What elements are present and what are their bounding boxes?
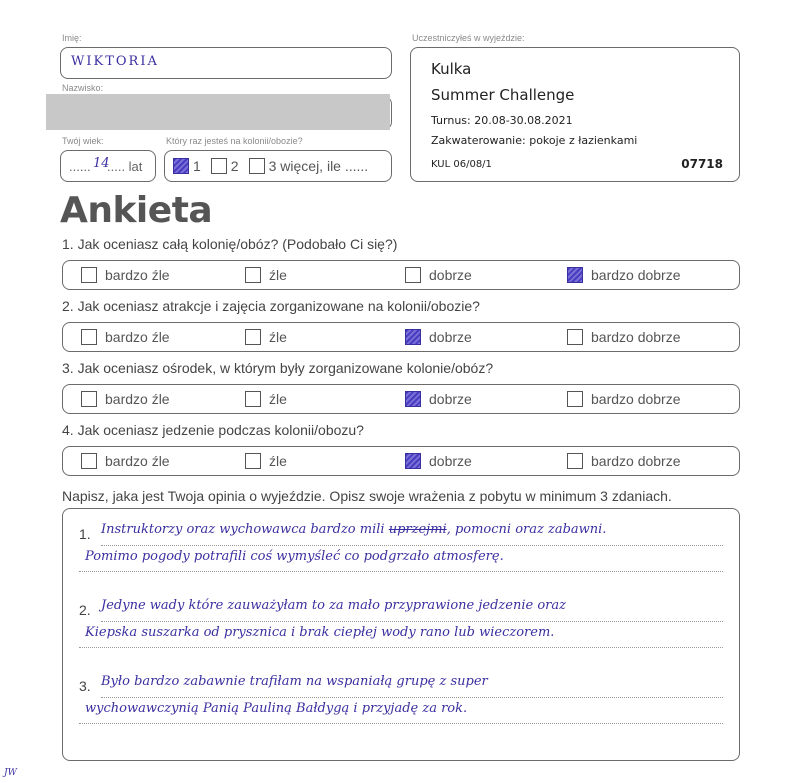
option-label: bardzo źle <box>105 329 170 345</box>
nazwisko-label: Nazwisko: <box>62 83 104 93</box>
checkbox-icon[interactable] <box>567 329 583 345</box>
option-label: bardzo źle <box>105 391 170 407</box>
raz-3-label: 3 więcej, ile ...... <box>268 158 369 174</box>
question-3-option-4[interactable] <box>567 391 681 407</box>
opinion-number-1: 1. <box>79 526 91 542</box>
question-4-option-4[interactable] <box>567 453 681 469</box>
question-4-option-3[interactable] <box>405 453 472 469</box>
checkbox-icon[interactable] <box>567 391 583 407</box>
option-label: bardzo dobrze <box>591 453 681 469</box>
option-label: dobrze <box>429 267 472 283</box>
opinion-number-2: 2. <box>79 602 91 618</box>
raz-3-checkbox[interactable] <box>249 158 265 174</box>
option-label: bardzo źle <box>105 453 170 469</box>
question-4-option-1[interactable] <box>81 453 170 469</box>
checkbox-icon[interactable] <box>245 453 261 469</box>
wiek-prefix: ...... <box>69 159 91 174</box>
checkbox-icon[interactable] <box>405 453 421 469</box>
option-label: źle <box>269 267 287 283</box>
opinion-line-1b: , pomocni oraz zabawni. <box>446 522 607 537</box>
opinion-number-3: 3. <box>79 678 91 694</box>
checkbox-icon[interactable] <box>81 453 97 469</box>
trip-turnus: Turnus: 20.08-30.08.2021 <box>431 114 573 127</box>
question-3-text: 3. Jak oceniasz ośrodek, w którym były zorganizowane kolonie/obóz? <box>62 360 494 376</box>
checkbox-icon[interactable] <box>405 267 421 283</box>
opinion-line-1a: Instruktorzy oraz wychowawca bardzo mili <box>101 522 385 537</box>
question-2-option-4[interactable] <box>567 329 681 345</box>
checkbox-icon[interactable] <box>245 267 261 283</box>
checkbox-icon[interactable] <box>567 453 583 469</box>
wiek-suffix: ..... lat <box>107 159 143 174</box>
redaction-bar <box>46 94 390 130</box>
uczestniczyles-label: Uczestniczyłeś w wyjeździe: <box>412 33 525 43</box>
question-3-answers <box>62 384 740 414</box>
corner-initials: JW <box>4 768 17 778</box>
trip-info-box <box>410 47 740 182</box>
checkbox-icon[interactable] <box>81 391 97 407</box>
option-label: źle <box>269 453 287 469</box>
opinion-box[interactable] <box>62 508 740 761</box>
checkbox-icon[interactable] <box>81 267 97 283</box>
question-1-text: 1. Jak oceniasz całą kolonię/obóz? (Podobało Ci się?) <box>62 236 398 252</box>
checkbox-icon[interactable] <box>245 391 261 407</box>
question-3-option-2[interactable] <box>245 391 287 407</box>
option-label: dobrze <box>429 329 472 345</box>
question-4-option-2[interactable] <box>245 453 287 469</box>
raz-1-label: 1 <box>193 158 201 174</box>
ktory-raz-label: Który raz jesteś na kolonii/obozie? <box>166 136 303 146</box>
page-title: Ankieta <box>60 190 213 231</box>
raz-1-checkbox[interactable] <box>173 158 189 174</box>
opinion-line-1-strike: uprzejmi <box>388 522 447 537</box>
trip-zakwaterowanie: Zakwaterowanie: pokoje z łazienkami <box>431 134 638 147</box>
wiek-field[interactable] <box>60 150 156 182</box>
question-4-text: 4. Jak oceniasz jedzenie podczas kolonii/obozu? <box>62 422 364 438</box>
question-3-option-1[interactable] <box>81 391 170 407</box>
imie-label: Imię: <box>62 33 82 43</box>
option-label: źle <box>269 329 287 345</box>
question-2-option-3[interactable] <box>405 329 472 345</box>
question-1-option-1[interactable] <box>81 267 170 283</box>
checkbox-icon[interactable] <box>245 329 261 345</box>
question-2-answers <box>62 322 740 352</box>
opinion-line-3: Jedyne wady które zauważyłam to za mało przyprawione jedzenie oraz <box>101 598 566 613</box>
raz-2-checkbox[interactable] <box>211 158 227 174</box>
checkbox-icon[interactable] <box>81 329 97 345</box>
option-label: bardzo dobrze <box>591 267 681 283</box>
option-label: bardzo dobrze <box>591 391 681 407</box>
trip-code: KUL 06/08/1 <box>431 159 492 170</box>
wiek-label: Twój wiek: <box>62 136 104 146</box>
opinion-line-5: Było bardzo zabawnie trafiłam na wspaniałą grupę z super <box>101 674 488 689</box>
trip-number: 07718 <box>681 157 723 171</box>
trip-name-line2: Summer Challenge <box>431 86 575 104</box>
opinion-line-4: Kiepska suszarka od prysznica i brak ciepłej wody rano lub wieczorem. <box>85 625 555 640</box>
opinion-line-2: Pomimo pogody potrafili coś wymyśleć co podgrzało atmosferę. <box>85 549 504 564</box>
option-label: bardzo źle <box>105 267 170 283</box>
option-label: dobrze <box>429 391 472 407</box>
question-2-option-2[interactable] <box>245 329 287 345</box>
opinion-line-6: wychowawczynią Panią Pauliną Bałdygą i przyjadę za rok. <box>85 701 468 716</box>
ktory-raz-field <box>164 150 392 182</box>
question-2-option-1[interactable] <box>81 329 170 345</box>
option-label: źle <box>269 391 287 407</box>
question-1-answers <box>62 260 740 290</box>
checkbox-icon[interactable] <box>567 267 583 283</box>
trip-name-line1: Kulka <box>431 60 472 78</box>
question-1-option-2[interactable] <box>245 267 287 283</box>
question-3-option-3[interactable] <box>405 391 472 407</box>
question-1-option-4[interactable] <box>567 267 681 283</box>
question-1-option-3[interactable] <box>405 267 472 283</box>
raz-2-label: 2 <box>230 158 239 174</box>
imie-field[interactable] <box>60 47 392 79</box>
question-2-text: 2. Jak oceniasz atrakcje i zajęcia zorganizowane na kolonii/obozie? <box>62 298 480 314</box>
opinion-prompt: Napisz, jaka jest Twoja opinia o wyjeździe. Opisz swoje wrażenia z pobytu w minimum 3 zdaniach. <box>62 488 672 504</box>
option-label: dobrze <box>429 453 472 469</box>
imie-value: WIKTORIA <box>71 54 159 69</box>
wiek-value: 14 <box>93 156 110 171</box>
question-4-answers <box>62 446 740 476</box>
checkbox-icon[interactable] <box>405 391 421 407</box>
option-label: bardzo dobrze <box>591 329 681 345</box>
checkbox-icon[interactable] <box>405 329 421 345</box>
opinion-line-1 <box>101 522 606 537</box>
